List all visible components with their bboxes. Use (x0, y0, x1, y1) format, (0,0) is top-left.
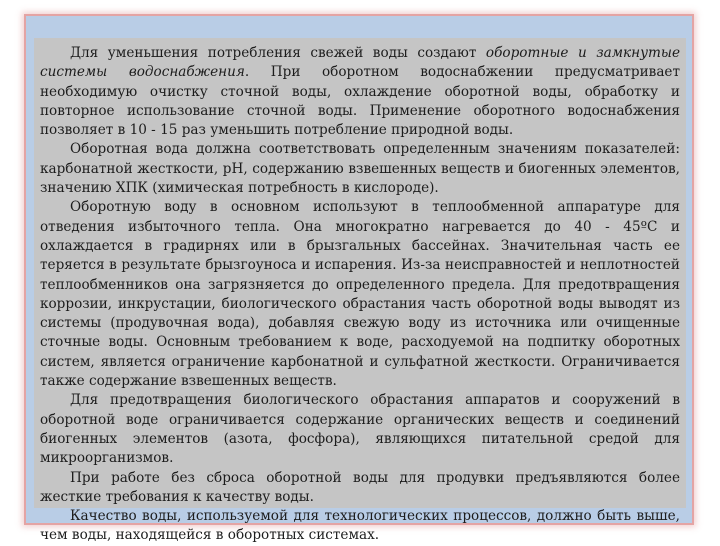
text-panel (34, 38, 686, 544)
paragraph-recycled-water-systems (40, 44, 680, 140)
paragraph-no-discharge-requirements: При работе без сброса оборотной воды для продувки предъявляются более жесткие требования к качеству воды. (40, 469, 680, 505)
slide (24, 14, 694, 544)
paragraph-1-lead: Для уменьшения потребления свежей воды создают (70, 45, 486, 61)
body-text (40, 44, 680, 546)
paragraph-heat-exchange-use: Оборотную воду в основном используют в теплообменной аппаратуре для отведения избыточного тепла. Она многократно нагревается до 40 - 45ºС и охлаждается в градирнях или в брызгальных бассейнах. Значительная часть ее теряется в результате брызгоуноса и испарения. Из-за неисправностей и неплотностей теплообменников она загрязняется до определенного предела. Для предотвращения коррозии, инкрустации, биологического обрастания часть оборотной воды выводят из системы (продувочная вода), добавляя свежую воду из источника или очищенные сточные воды. Основным требованием к воде, расходуемой на подпитку оборотных систем, является ограничение карбонатной и сульфатной жесткости. Ограничивается также содержание взвешенных веществ. (40, 199, 680, 390)
paragraph-biofouling-prevention: Для предотвращения биологического обрастания аппаратов и сооружений в оборотной воде ограничивается содержание органических веществ и соединений биогенных элементов (азота, фосфора), являющихся питательной средой для микроорганизмов. (40, 392, 680, 467)
paragraph-process-water-quality: Качество воды, используемой для технологических процессов, должно быть выше, чем воды, находящейся в оборотных системах. (40, 508, 680, 544)
paragraph-1-emphasis: оборотные и замкнутые системы водоснабжения (40, 45, 680, 81)
paragraph-1-rest: . При оборотном водоснабжении предусматривает необходимую очистку сточной воды, охлаждение оборотной воды, обработку и повторное использование сточной воды. Применение оборотного водоснабжения позволяет в 10 - 15 раз уменьшить потребление природной воды. (40, 64, 680, 139)
paragraph-water-indicators: Оборотная вода должна соответствовать определенным значениям показателей: карбонатной жесткости, рН, содержанию взвешенных веществ и биогенных элементов, значению ХПК (химическая потребность в кислороде). (40, 141, 680, 197)
